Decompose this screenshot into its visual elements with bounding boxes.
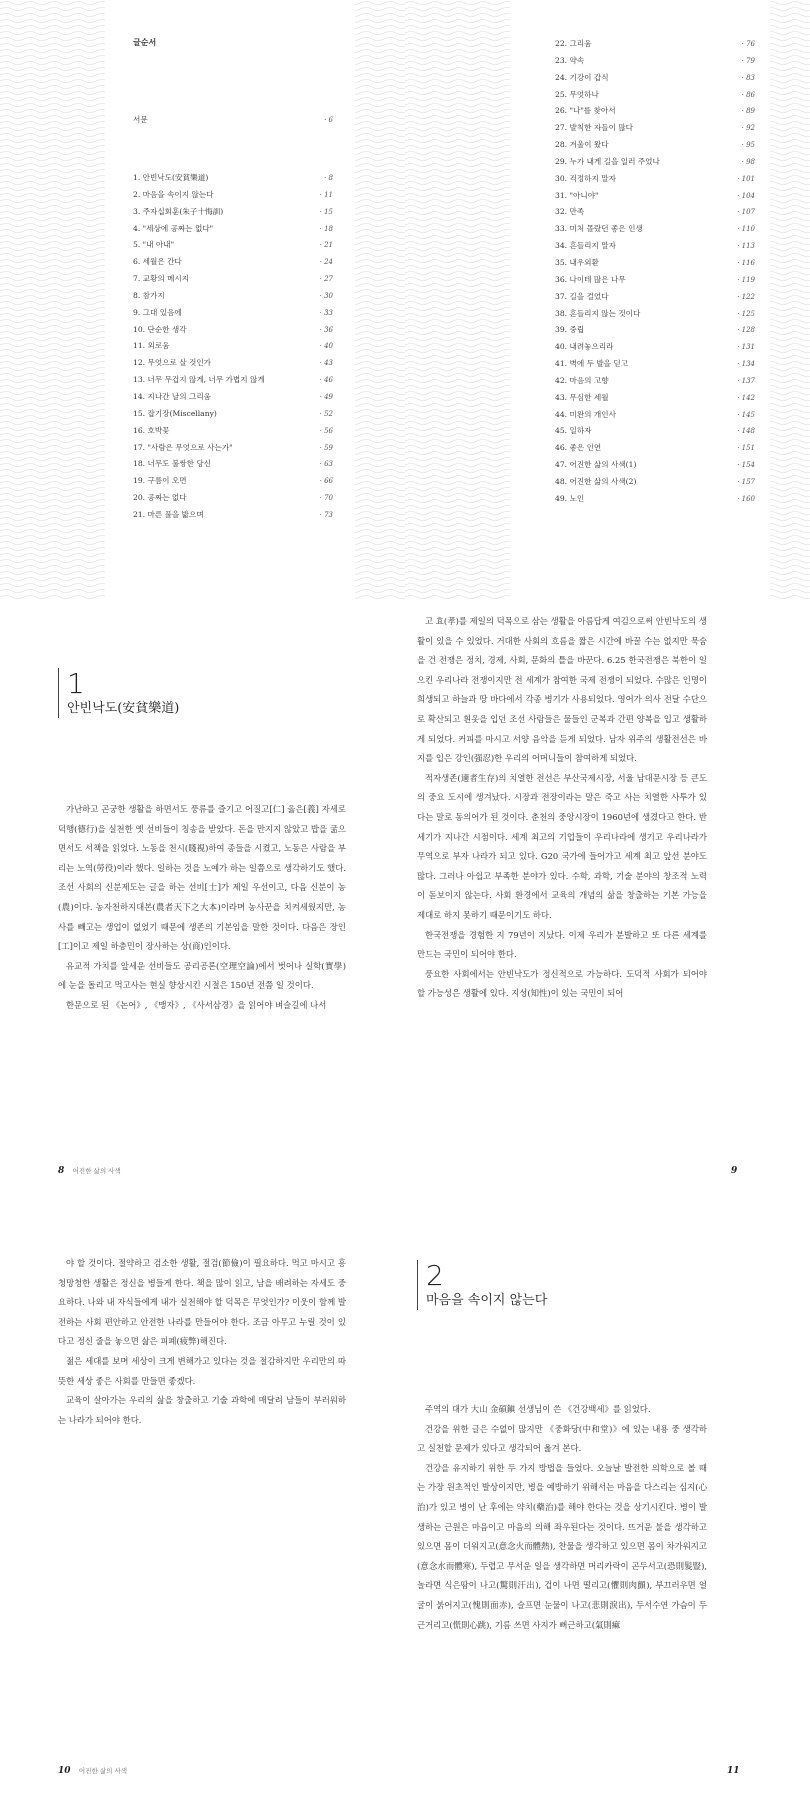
toc-entry[interactable] [555,457,755,474]
toc-entry-title: 21. 마른 풀을 밟으며 [133,509,204,519]
toc-page-right [405,0,810,600]
folio-page-8 [58,1166,121,1176]
toc-entry[interactable] [555,238,755,255]
paragraph: 건강을 유지하기 위한 두 가지 방법을 들었다. 오늘날 발전한 의학으로 볼 때는 가장 원초적인 발상이지만, 병을 예방하기 위해서는 마음을 다스리는 심지(心治)가 있고 병이 난 후에는 약치(藥治)를 해야 한다는 것을 상기시킨다. 병이 발생하는 근원은 마음이고 마음의 의해 좌우된다는 것이다. 뜨거운 불을 생각하고 있으면 몸이 더워지고(意念火而體熱), 찬물을 생각하고 있으면 몸이 차가워지고(意念水而體寒), 두렵고 무서운 일을 생각하면 머리카락이 곤두서고(恐則髮豎), 놀라면 식은땀이 나고(驚則汗出), 겁이 나면 떨리고(懼則肉顫), 부끄러우면 얼굴이 붉어지고(愧則面赤), 슬프면 눈물이 나고(悲則淚出), 두서수연 가슴이 두근거리고(慌則心跳), 기름 쓰면 사지가 뻐근하고(氣則痲 [417,1462,707,1630]
toc-entry[interactable] [555,373,755,390]
chapter-title: 마음을 속이지 않는다 [426,1293,548,1308]
toc-entry-title: 12. 무엇으로 살 것인가 [133,358,212,368]
toc-entry-title: 37. 길을 걸었다 [555,291,609,301]
toc-entry[interactable] [133,490,333,507]
toc-entry-title: 23. 약속 [555,55,585,65]
toc-entry-title: 10. 단순한 생각 [133,324,187,334]
toc-entry-title: 29. 누가 내게 길을 일러 주었나 [555,156,660,166]
page-9 [405,600,810,1200]
toc-entry-page: · 137 [737,376,755,385]
paragraph: 주역의 대가 大山 金碩鎭 선생님이 쓴 《건강백세》를 읽었다. [425,1404,651,1414]
chapter-number: 1 [67,667,84,700]
toc-entry-page: · 40 [319,342,333,351]
toc-entry-title: 48. 어진한 삶의 사색(2) [555,476,637,486]
toc-entry-page: · 122 [737,292,755,301]
toc-entry[interactable] [555,407,755,424]
toc-entry[interactable] [555,188,755,205]
toc-entry-page: · 151 [737,444,755,453]
toc-entry[interactable] [555,87,755,104]
folio-book-title: 어진한 삶의 사색 [72,1167,121,1175]
toc-entry-page: · 154 [737,461,755,470]
toc-entry-title: 11. 외로움 [133,341,170,351]
toc-entry-title: 27. 발칙한 자들이 많다 [555,123,634,133]
toc-entry-page: · 63 [319,460,333,469]
toc-entry-page: · 89 [741,107,755,116]
toc-spread [0,0,810,600]
toc-entry-page: · 24 [319,258,333,267]
toc-entry-title: 3. 주자십회훈(朱子十悔訓) [133,206,224,216]
toc-entry-page: · 73 [319,510,333,519]
toc-entry[interactable] [133,187,333,204]
folio-page-11 [727,1766,740,1776]
toc-preface-title: 서문 [133,115,148,124]
chapter-heading [58,668,179,718]
toc-entry[interactable] [555,272,755,289]
toc-entry[interactable] [133,473,333,490]
toc-entry-page: · 46 [319,376,333,385]
toc-entry[interactable] [555,120,755,137]
toc-heading: 글순서 [133,37,157,47]
toc-entry[interactable] [555,53,755,70]
toc-entry-page: · 86 [741,90,755,99]
toc-entry[interactable] [133,271,333,288]
toc-entry[interactable] [555,289,755,306]
toc-entry-page: · 11 [319,190,333,199]
toc-entry-page: · 131 [737,343,755,352]
paragraph: 교육이 살아가는 우리의 삶을 창출하고 기술 과학에 매달려 남들이 부러워하는 나라가 되어야 한다. [58,1395,346,1425]
paragraph: 고 효(孝)를 제일의 덕목으로 삼는 생활을 아름답게 여김으로써 안빈낙도의 생활이 있을 수 있었다. 거대한 사회의 흐름을 짧은 시간에 바꿀 수는 없지만 묵숨을 건 전쟁은 정치, 경제, 사회, 문화의 틀을 바꾼다. 6.25 한국전쟁은 북한이 일으킨 우리나라 전쟁이지만 전 세계가 참여한 국제 전쟁이 되었다. 수많은 인명이 희생되고 하늘과 땅 바다에서 각종 병기가 사용되었다. 영어가 의사 전달 수단으로 확산되고 흰옷을 입던 조선 사람들은 물들인 군복과 간편 양복을 입고 생활하게 되었다. 커피를 마시고 서양 음악을 듣게 되었다. 남자 위주의 생활전선은 바지를 입은 강인(强忍)한 우리의 어머니들이 참여하게 되었다. [417,616,707,764]
paragraph: 가난하고 곤궁한 생활을 하면서도 풍류를 즐기고 어질고[仁] 옳은[義] 자세로 덕행(德行)을 실천한 옛 선비들이 칭송을 받았다. 돈을 만지지 않았고 밥을 굶으면서도 서책을 읽었다. 노동을 천시(賤視)하여 종들을 시켰고, 노동은 사람을 부리는 노역(勞役)이라 했다. 일하는 것을 노예가 하는 일쯤으로 생각하기도 했다. 조선 사회의 신분제도는 글을 하는 선비[士]가 제일 우선이고, 다음 신분이 농(農)이다. 농자천하지대본(農者天下之大本)이라며 농사꾼을 치켜세웠지만, 농사를 빼고는 생업이 없었기 때문에 생존의 기본임을 말한 것이다. 다음은 장인[工]이고 제일 하층민이 장사하는 상(商)인이다. [58,804,346,952]
toc-entry-title: 41. 벽에 두 발을 딛고 [555,359,629,369]
toc-entry[interactable] [133,406,333,423]
toc-entry[interactable] [555,306,755,323]
chapter-number: 2 [426,1259,443,1292]
toc-entry-title: 8. 참가지 [133,290,165,300]
toc-entry[interactable] [133,288,333,305]
toc-entry-page: · 79 [741,56,755,65]
body-text-page-9 [417,612,707,1004]
toc-entry-page: · 83 [741,73,755,82]
body-text-page-8 [58,800,346,1016]
toc-entry-title: 39. 중립 [555,325,585,335]
toc-entry-title: 34. 흔들리지 말자 [555,241,616,251]
toc-entry-title: 33. 미처 몰랐던 좋은 인생 [555,224,643,234]
toc-entry-page: · 148 [737,427,755,436]
toc-entry[interactable] [133,305,333,322]
toc-entry-page: · 70 [319,494,333,503]
toc-entry-page: · 59 [319,443,333,452]
toc-entry-page: · 8 [324,174,333,182]
toc-entry-page: · 56 [319,426,333,435]
toc-entry[interactable] [133,237,333,254]
chapter-heading [417,1260,547,1310]
toc-preface-page: · 6 [324,116,333,124]
toc-entry[interactable] [555,474,755,491]
toc-entry[interactable] [555,154,755,171]
toc-entry-page: · 119 [737,275,755,284]
toc-entry-title: 19. 구름이 오면 [133,476,187,486]
toc-entry-title: 26. "나"를 찾아서 [555,106,616,116]
toc-entry-page: · 36 [319,325,333,334]
toc-entry-page: · 76 [741,40,755,48]
toc-entry-page: · 66 [319,477,333,486]
spread-pages-10-11 [0,1200,810,1800]
toc-entry[interactable] [555,103,755,120]
toc-entry-page: · 101 [737,174,755,183]
toc-entry-title: 32. 만족 [555,207,585,217]
paragraph: 적자생존(適者生存)의 치열한 전선은 부산국제시장, 서울 남대문시장 등 큰도의 중요 도시에 생겨났다. 시장과 전장이라는 말은 죽고 사는 치열한 사투가 있다는 말로 동의어가 된 것이다. 춘천의 중앙시장이 1960년에 생겼다고 한다. 반세기가 지나간 시점이다. 세계 최고의 기업들이 우리나라에 생기고 우리나라가 무역으로 부자 나라가 되고 있다. G20 국가에 들어가고 세계 최고 앞선 분야도 많다. 그러나 아쉽고 부족한 분야가 있다. 수학, 과학, 기술 분야의 창조적 노력이 돋보이지 않는다. 사회 환경에서 교육의 개념의 삶을 창출하는 기본 가능을 제대로 하지 못하기 때문이기도 하다. [417,772,707,920]
toc-entry-title: 17. "사람은 무엇으로 사는가" [133,442,233,452]
paragraph: 유교적 가치를 앞세운 선비들도 공리공론(空理空論)에서 벗어나 실학(實學)에 눈을 돌리고 먹고사는 현실 향상시킨 시절은 150년 전쯤 일 것이다. [58,960,346,991]
toc-entry-title: 1. 안빈낙도(安貧樂道) [133,173,209,182]
toc-entry-page: · 113 [737,242,755,251]
toc-entry-title: 25. 무엇하나 [555,89,599,99]
toc-entry-page: · 134 [737,360,755,369]
folio-number: 10 [58,1766,71,1776]
paragraph: 한문으로 된 《논어》, 《맹자》, 《사서삼경》을 읽어야 벼슬길에 나서 [66,999,327,1010]
toc-entry-page: · 52 [319,409,333,418]
toc-entry[interactable] [133,254,333,271]
toc-preface[interactable] [133,112,333,129]
page-8 [0,600,405,1200]
toc-entry-title: 6. 세월은 간다 [133,257,182,267]
toc-entry-page: · 104 [737,191,755,200]
toc-entry[interactable] [555,70,755,87]
toc-entry[interactable] [555,356,755,373]
toc-entry-page: · 18 [319,224,333,233]
toc-entry-title: 14. 지나간 날의 그리움 [133,391,212,401]
toc-entry-title: 47. 어진한 삶의 사색(1) [555,460,637,470]
toc-entry-page: · 128 [737,326,755,335]
toc-entry-page: · 95 [741,141,755,150]
toc-entry[interactable] [133,440,333,457]
toc-entry-title: 38. 흔들리지 않는 것이다 [555,308,641,318]
toc-entry-page: · 107 [737,208,755,217]
toc-entry-page: · 142 [737,393,755,402]
toc-entry[interactable] [133,204,333,221]
toc-list-left [133,170,333,524]
toc-entry-title: 5. "내 아내" [133,240,175,250]
toc-entry-page: · 145 [737,410,755,419]
toc-entry[interactable] [555,423,755,440]
toc-entry-page: · 92 [741,124,755,133]
toc-entry-title: 31. "아니야" [555,190,599,200]
page-10 [0,1200,405,1800]
toc-entry[interactable] [555,440,755,457]
toc-entry-page: · 27 [319,275,333,284]
toc-entry-title: 15. 잡기장(Miscellany) [133,408,217,418]
toc-entry-title: 20. 공짜는 없다 [133,493,187,503]
toc-entry-title: 42. 마음의 고향 [555,375,609,385]
toc-entry-title: 7. 교황의 메시지 [133,274,190,284]
paragraph: 한국전쟁을 경험한 지 79년이 지났다. 이제 우리가 분발하고 또 다른 세계를 만드는 국민이 되어야 한다. [417,929,707,960]
toc-entry[interactable] [555,137,755,154]
toc-entry[interactable] [133,221,333,238]
toc-entry-title: 18. 너무도 불쌍한 당신 [133,459,212,469]
paragraph: 건강을 위한 글은 수없이 많지만 《중화당(中和堂)》에 있는 내용 중 생각하고 실천할 문제가 있다고 생각되어 옮겨 본다. [417,1423,707,1454]
folio-page-10 [58,1766,127,1776]
toc-page-left [0,0,405,600]
toc-entry-page: · 160 [737,494,755,503]
paragraph: 풍요한 사회에서는 안빈낙도가 정신적으로 가능하다. 도덕적 사회가 되어야 할 가능성은 생활에 있다. 지성(知性)이 있는 국민이 되어 [417,968,707,999]
toc-entry-page: · 98 [741,157,755,166]
toc-list-right [555,36,755,508]
toc-entry-title: 45. 일하자 [555,426,592,436]
spread-pages-8-9 [0,600,810,1200]
toc-entry-title: 22. 그리움 [555,39,592,48]
chapter-title: 안빈낙도(安貧樂道) [67,701,180,716]
toc-entry-title: 9. 그대 있음에 [133,307,182,317]
toc-entry[interactable] [555,36,755,53]
toc-entry-page: · 21 [319,241,333,250]
paragraph: 젊은 세대를 보며 세상이 크게 변해가고 있다는 것을 절감하지만 우리만의 따뜻한 세상 좋은 사회를 만들면 좋겠다. [58,1355,346,1386]
toc-entry-page: · 125 [737,309,755,318]
toc-entry[interactable] [133,355,333,372]
body-text-page-11 [417,1400,707,1635]
toc-entry[interactable] [555,221,755,238]
body-text-page-10 [58,1254,346,1430]
toc-entry-page: · 110 [737,225,755,234]
toc-entry[interactable] [555,390,755,407]
toc-entry[interactable] [133,423,333,440]
toc-entry-title: 36. 나이테 많은 나무 [555,274,626,284]
toc-entry[interactable] [555,339,755,356]
folio-number: 9 [731,1166,738,1176]
toc-entry-page: · 15 [319,207,333,216]
toc-entry[interactable] [133,322,333,339]
toc-entry-title: 40. 내려놓으리라 [555,342,614,352]
toc-entry-title: 30. 걱정하지 말자 [555,173,616,183]
toc-entry-title: 44. 미완의 개인사 [555,409,616,419]
toc-entry[interactable] [133,389,333,406]
toc-entry[interactable] [133,170,333,187]
folio-page-9 [731,1166,737,1176]
folio-number: 11 [727,1766,740,1776]
toc-entry-page: · 157 [737,477,755,486]
toc-entry-title: 43. 무심한 세월 [555,392,609,402]
toc-entry[interactable] [555,491,755,508]
toc-entry-page: · 33 [319,308,333,317]
toc-entry-page: · 49 [319,392,333,401]
toc-entry[interactable] [133,372,333,389]
toc-entry-title: 16. 호박꽃 [133,425,170,435]
folio-number: 8 [58,1166,65,1176]
toc-entry-title: 35. 내우외환 [555,257,599,267]
toc-entry-title: 49. 노인 [555,493,585,503]
toc-entry-page: · 43 [319,359,333,368]
folio-book-title: 어진한 삶의 사색 [78,1767,128,1775]
toc-entry-page: · 116 [737,258,755,267]
toc-entry[interactable] [555,171,755,188]
page-11 [405,1200,810,1800]
toc-entry-title: 28. 겨울이 왔다 [555,140,609,150]
toc-entry-title: 4. "세상에 공짜는 없다" [133,223,214,233]
toc-entry[interactable] [555,204,755,221]
toc-entry[interactable] [555,322,755,339]
toc-entry-title: 13. 너무 무겁지 않게, 너무 가볍지 않게 [133,375,265,385]
toc-entry-page: · 30 [319,291,333,300]
toc-entry[interactable] [133,456,333,473]
toc-entry-title: 2. 마음을 속이지 않는다 [133,189,214,199]
toc-entry-title: 24. 기강이 갑식 [555,72,609,82]
toc-entry[interactable] [133,338,333,355]
toc-entry[interactable] [555,255,755,272]
paragraph: 야 할 것이다. 절약하고 검소한 생활, 절검(節儉)이 필요하다. 먹고 마시고 흥청망청한 생활은 정신을 병들게 한다. 책을 많이 읽고, 남을 배려하는 자세도 중요하다. 나와 내 자식들에게 내가 실천해야 할 덕목은 무엇인가? 이웃이 함께 발전하는 사회 편안하고 안전한 나라를 만들어야 한다. 조금 아무고 누릴 것이 있다고 정신 줄을 놓으면 삶은 피폐(疲弊)해진다. [58,1258,346,1347]
toc-entry-title: 46. 좋은 인연 [555,443,602,453]
toc-entry[interactable] [133,507,333,524]
